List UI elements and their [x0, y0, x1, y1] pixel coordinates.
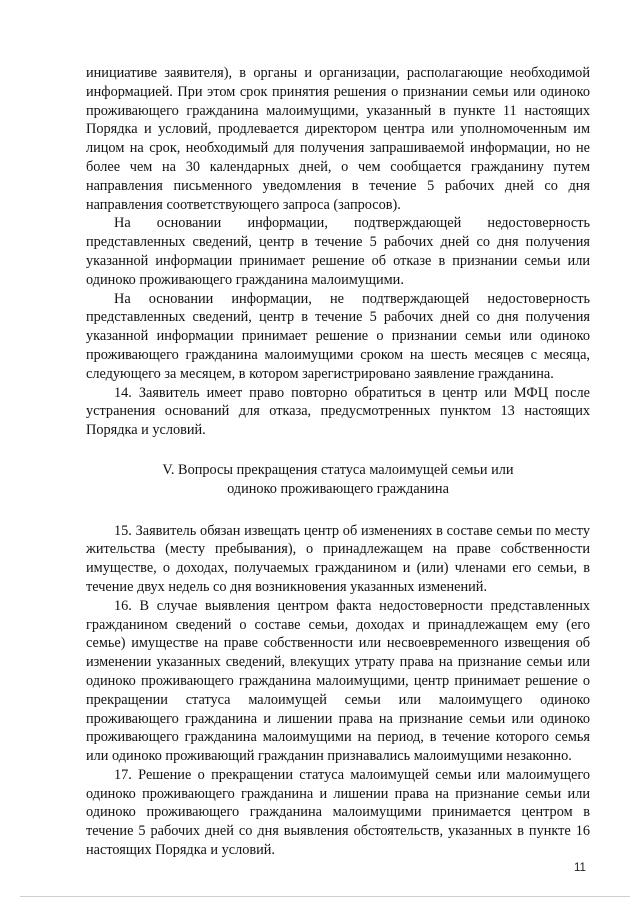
section-title-line-2: одиноко проживающего гражданина [227, 480, 449, 497]
paragraph-recognition-decision: На основании информации, не подтверждающей недостоверность представленных сведений, центр в течение 5 рабочих дней со дня получения указанной информации принимает решение о признании семьи или одиноко проживающего гражданина малоимущими сроком на шесть месяцев с месяца, следующего за месяцем, в котором зарегистрировано заявление гражданина. [86, 290, 590, 382]
paragraph-item-17: 17. Решение о прекращении статуса малоимущей семьи или малоимущего одиноко проживающего гражданина и лишении права на признание семьи или одиноко проживающего гражданина малоимущими принимается центром в течение 5 рабочих дней со дня выявления обстоятельств, указанных в пункте 16 настоящих Порядка и условий. [86, 766, 590, 859]
document-body [86, 64, 590, 860]
page-edge-divider [20, 896, 630, 897]
section-title [86, 461, 590, 499]
paragraph-item-14: 14. Заявитель имеет право повторно обратиться в центр или МФЦ после устранения оснований для отказа, предусмотренных пунктом 13 настоящих Порядка и условий. [86, 384, 590, 439]
paragraph-continuation: инициативе заявителя), в органы и организации, располагающие необходимой информацией. При этом срок принятия решения о признании семьи или одиноко проживающего гражданина малоимущими, указанный в пункте 11 настоящих Порядка и условий, продлевается директором центра или уполномоченным им лицом на срок, необходимый для получения запрашиваемой информации, но не более чем на 30 календарных дней, о чем сообщается гражданину путем направления письменного уведомления в течение 5 рабочих дней со дня направления соответствующего запроса (запросов). [86, 65, 590, 213]
paragraph-item-15: 15. Заявитель обязан извещать центр об изменениях в составе семьи по месту жительства (месту пребывания), о принадлежащем на праве собственности имуществе, о доходах, получаемых гражданином и (или) членами его семьи, в течение двух недель со дня возникновения указанных изменений. [86, 522, 590, 595]
section-title-line-1: V. Вопросы прекращения статуса малоимущей семьи или [162, 461, 514, 478]
page-number: 11 [574, 862, 586, 874]
paragraph-item-16: 16. В случае выявления центром факта недостоверности представленных гражданином сведений о составе семьи, доходах и принадлежащем ему (его семье) имуществе на праве собственности или несвоевременного извещения об изменении указанных сведений, влекущих утрату права на признание семьи или одиноко проживающего гражданина малоимущими, центр принимает решение о прекращении статуса малоимущей семьи или малоимущего одиноко проживающего гражданина и лишении права на признание семьи или одиноко проживающего гражданина малоимущими на период, в течение которого семья или одиноко проживающий гражданин признавались малоимущими незаконно. [86, 597, 590, 765]
paragraph-refusal-decision: На основании информации, подтверждающей недостоверность представленных сведений, центр в течение 5 рабочих дней со дня получения указанной информации принимает решение об отказе в признании семьи или одиноко проживающего гражданина малоимущими. [86, 215, 590, 288]
